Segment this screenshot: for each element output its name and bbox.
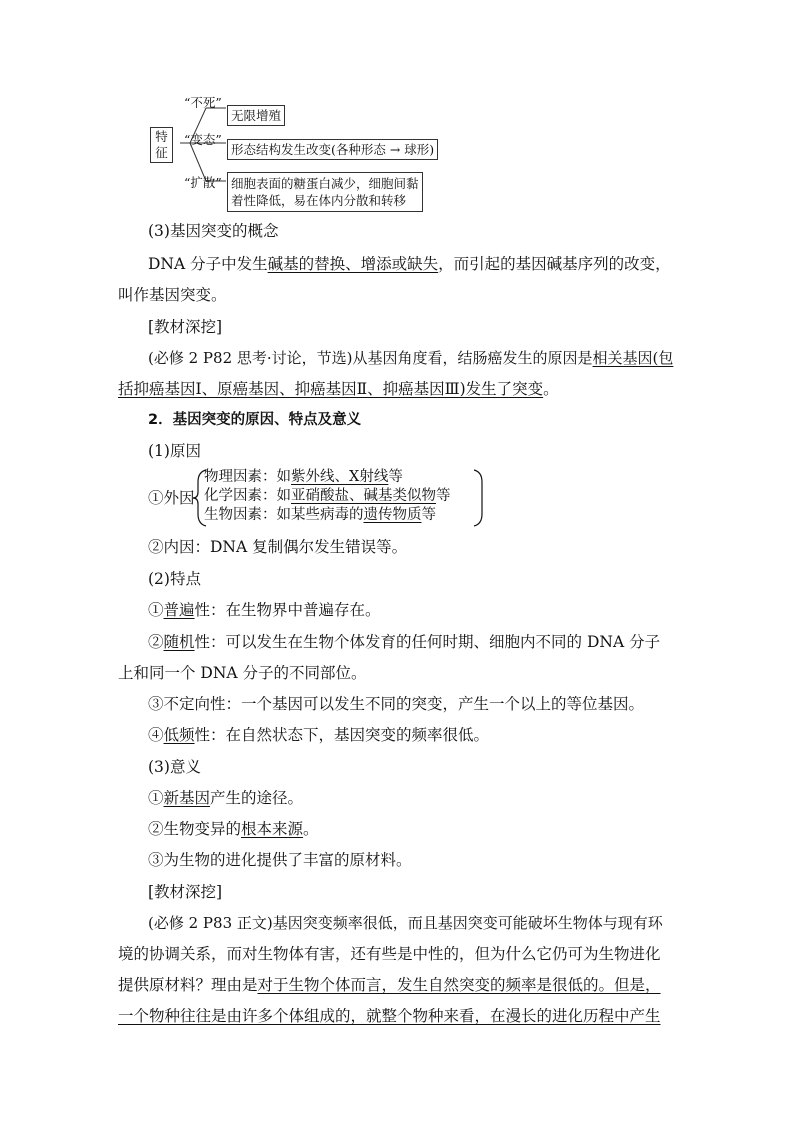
cancer-cell-features-diagram bbox=[150, 95, 480, 215]
underlined-answer: 遗传物质 bbox=[363, 507, 422, 523]
underlined-answer: 一个物种往往是由许多个体组成的，就整个物种来看，在漫长的进化历程中产生 bbox=[118, 1007, 661, 1025]
deep1-line2: 括抑癌基因Ⅰ、原癌基因、抑癌基因Ⅱ、抑癌基因Ⅲ)发生了突变。 bbox=[118, 380, 559, 398]
external-factor-chemical: 化学因素：如亚硝酸盐、碱基类似物等 bbox=[204, 488, 451, 504]
diagram-root: 特征 bbox=[150, 127, 173, 163]
branch-label-spread: “扩散” bbox=[184, 175, 222, 190]
underlined-answer: 相关基因(包 bbox=[592, 349, 674, 367]
brace-marks bbox=[148, 468, 488, 528]
underlined-answer: 低频 bbox=[163, 726, 195, 744]
trait-low-frequency: ④低频性：在自然状态下，基因突变的频率很低。 bbox=[148, 726, 490, 744]
sec3-para-line1: DNA 分子中发生碱基的替换、增添或缺失，而引起的基因碱基序列的改变， bbox=[148, 255, 671, 273]
internal-cause: ②内因：DNA 复制偶尔发生错误等。 bbox=[148, 538, 408, 556]
external-factors-lead: ①外因 bbox=[148, 489, 195, 507]
deep2-line3: 提供原材料？理由是对于生物个体而言，发生自然突变的频率是很低的。但是， bbox=[118, 976, 661, 994]
underlined-answer: 亚硝酸盐、碱基类似物 bbox=[291, 488, 436, 504]
external-factor-physical: 物理因素：如紫外线、X射线等 bbox=[204, 469, 403, 485]
traits-heading: (2)特点 bbox=[148, 570, 201, 588]
branch-box-immortal: 无限增殖 bbox=[227, 105, 285, 126]
trait-random: ②随机性：可以发生在生物个体发育的任何时期、细胞内不同的 DNA 分子 bbox=[148, 633, 661, 651]
spread-line-1: 细胞表面的糖蛋白减少，细胞间黏 bbox=[231, 176, 419, 191]
deep2-line2: 境的协调关系，而对生物体有害，还有些是中性的，但为什么它仍可为生物进化 bbox=[118, 945, 661, 963]
sec2-heading: 2．基因突变的原因、特点及意义 bbox=[148, 412, 362, 428]
trait-random-cont: 上和同一个 DNA 分子的不同部位。 bbox=[118, 664, 367, 682]
underlined-answer: 碱基的替换、增添或缺失 bbox=[267, 255, 439, 273]
underlined-answer: 新基因 bbox=[163, 789, 211, 807]
deep1-heading: [教材深挖] bbox=[148, 318, 223, 336]
external-factors-block bbox=[148, 468, 488, 528]
underlined-answer: 括抑癌基因Ⅰ、原癌基因、抑癌基因Ⅱ、抑癌基因Ⅲ)发生了突变 bbox=[118, 380, 544, 398]
underlined-answer: 普遍 bbox=[163, 601, 195, 619]
external-factor-biological: 生物因素：如某些病毒的遗传物质等 bbox=[204, 507, 436, 523]
meaning-new-gene: ①新基因产生的途径。 bbox=[148, 789, 304, 807]
spread-line-2: 着性降低，易在体内分散和转移 bbox=[231, 193, 407, 208]
sec3-heading: (3)基因突变的概念 bbox=[148, 222, 279, 240]
deep2-line1: (必修 2 P83 正文)基因突变频率很低，而且基因突变可能破坏生物体与现有环 bbox=[148, 914, 663, 932]
underlined-answer: 紫外线、X射线 bbox=[291, 469, 389, 485]
deep2-heading: [教材深挖] bbox=[148, 883, 223, 901]
trait-nondirectional: ③不定向性：一个基因可以发生不同的突变，产生一个以上的等位基因。 bbox=[148, 695, 645, 713]
underlined-answer: 根本来源 bbox=[241, 820, 304, 838]
meaning-heading: (3)意义 bbox=[148, 758, 201, 776]
branch-label-immortal: “不死” bbox=[184, 95, 222, 110]
underlined-answer: 对于生物个体而言，发生自然突变的频率是很低的。但是， bbox=[257, 976, 661, 994]
meaning-evolution: ③为生物的进化提供了丰富的原材料。 bbox=[148, 851, 412, 869]
branch-box-transform: 形态结构发生改变(各种形态 → 球形) bbox=[227, 139, 438, 160]
branch-box-spread bbox=[227, 172, 423, 212]
deep1-line1: (必修 2 P82 思考·讨论，节选)从基因角度看，结肠癌发生的原因是相关基因(包 bbox=[148, 349, 674, 367]
cause-heading: (1)原因 bbox=[148, 442, 201, 460]
meaning-root-source: ②生物变异的根本来源。 bbox=[148, 820, 319, 838]
trait-universal: ①普遍性：在生物界中普遍存在。 bbox=[148, 601, 381, 619]
branch-label-transform: “变态” bbox=[184, 132, 222, 147]
underlined-answer: 随机 bbox=[163, 633, 195, 651]
deep2-line4 bbox=[118, 1006, 680, 1026]
sec3-para-line2: 叫作基因突变。 bbox=[118, 286, 227, 304]
